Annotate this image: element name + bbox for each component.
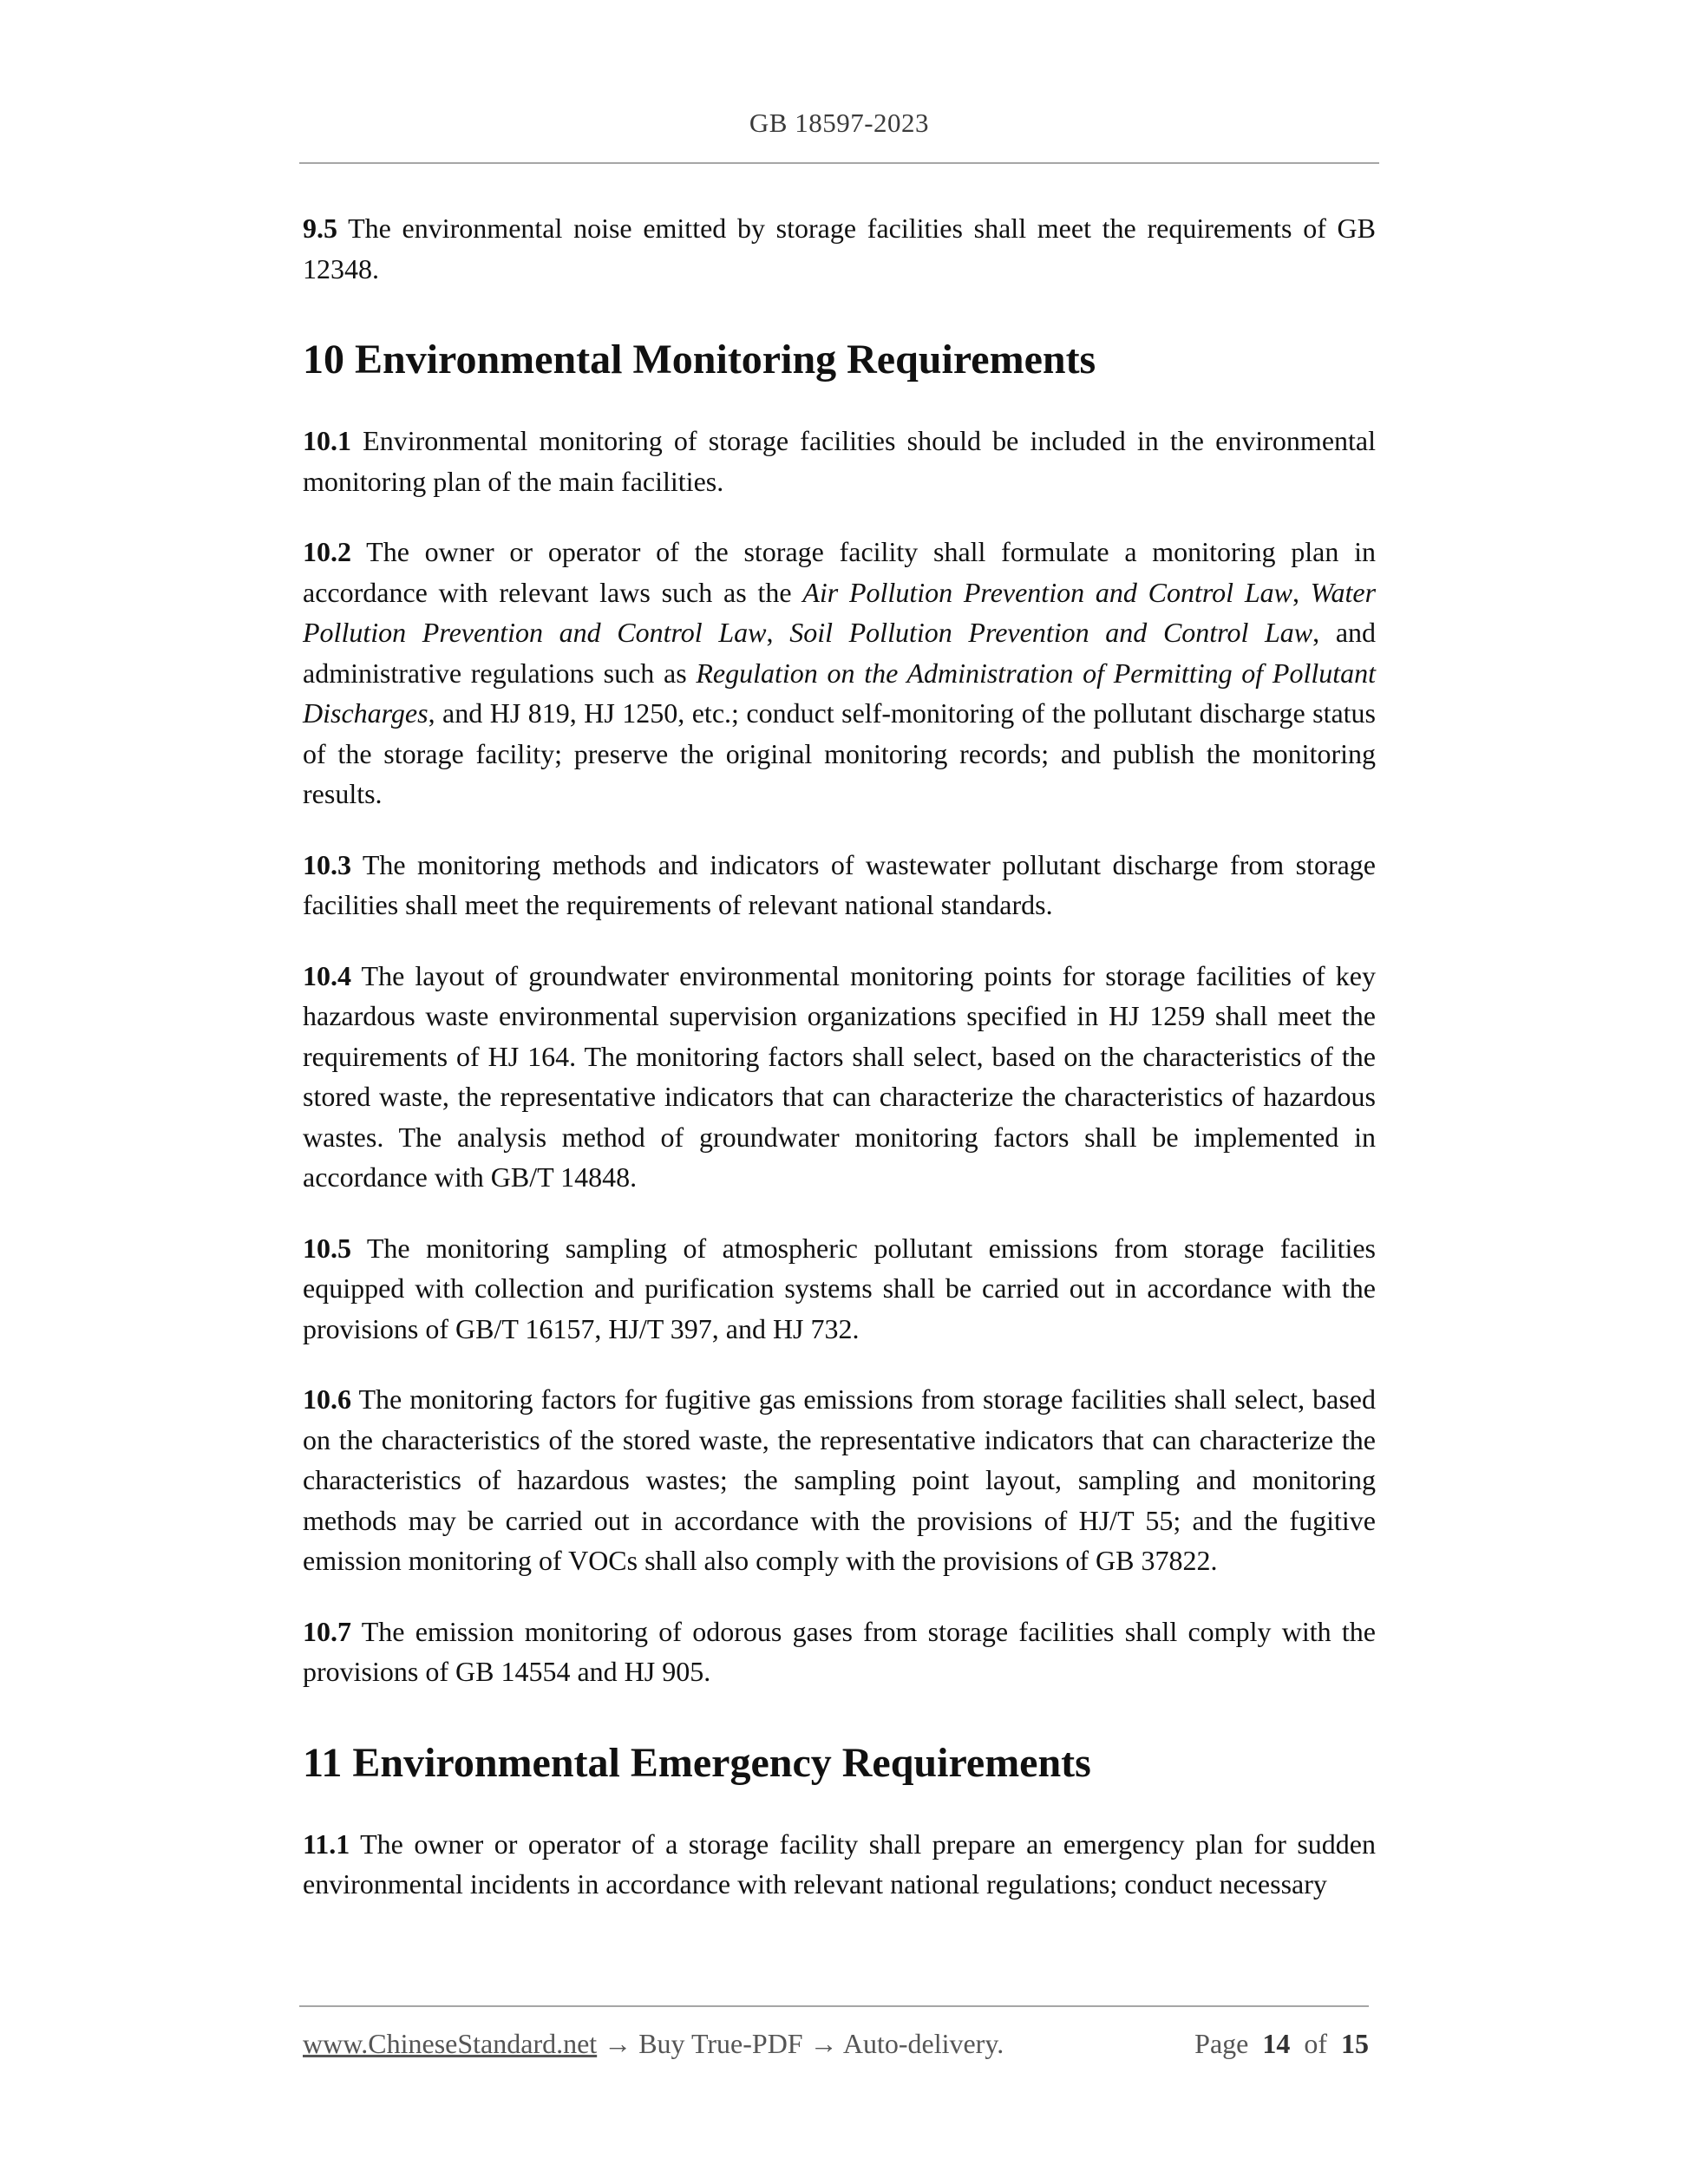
clause-text: Environmental monitoring of storage facilities should be included in the environmental monitoring plan of the main facilities. bbox=[303, 425, 1376, 497]
law-title: Water Pollution Prevention and Control Law bbox=[303, 576, 1377, 648]
clause-number: 10.7 bbox=[303, 1615, 351, 1647]
arrow-right-icon: → bbox=[809, 2028, 838, 2059]
clause-text: The monitoring factors for fugitive gas emissions from storage facilities shall select, based on the characteristics of the stored waste, the representative indicators that can characterize the characteristics of hazardous wastes; the sampling point layout, sampling and monitoring methods may be carried out in accordance with the provisions of HJ/T 55; and the fugitive emission monitoring of VOCs shall also comply with the provisions of GB 37822. bbox=[303, 1383, 1376, 1576]
clause-text: , bbox=[766, 617, 790, 648]
clause-text: The owner or operator of the storage facility shall formulate a monitoring plan in accordance with relevant laws such as the bbox=[303, 536, 1376, 608]
clause-number: 11.1 bbox=[303, 1828, 350, 1860]
clause-text: The monitoring sampling of atmospheric pollutant emissions from storage facilities equipped with collection and purification systems shall be carried out in accordance with the provisions of GB/T 16157, HJ/T 397, and HJ 732. bbox=[303, 1232, 1376, 1344]
law-title: Soil Pollution Prevention and Control Law bbox=[789, 617, 1313, 648]
clause-10-4 bbox=[303, 956, 1376, 1198]
header-divider bbox=[299, 162, 1379, 164]
clause-number: 10.2 bbox=[303, 536, 351, 567]
of-label: of bbox=[1304, 2028, 1327, 2059]
clause-number: 10.6 bbox=[303, 1383, 351, 1415]
clause-10-7 bbox=[303, 1612, 1376, 1692]
clause-text: , bbox=[1292, 576, 1311, 608]
clause-10-5 bbox=[303, 1228, 1376, 1350]
clause-number: 10.3 bbox=[303, 848, 351, 880]
arrow-right-icon: → bbox=[604, 2028, 632, 2059]
law-title: Air Pollution Prevention and Control Law bbox=[802, 576, 1292, 608]
clause-text: The layout of groundwater environmental monitoring points for storage facilities of key hazardous waste environmental supervision organizations specified in HJ 1259 shall meet the requirements of HJ 164. The monitoring factors shall select, based on the characteristics of the stored waste, the representative indicators that can characterize the characteristics of hazardous wastes. The analysis method of groundwater monitoring factors shall be implemented in accordance with GB/T 14848. bbox=[303, 959, 1376, 1193]
clause-10-2 bbox=[303, 532, 1376, 814]
clause-text: The emission monitoring of odorous gases from storage facilities shall comply with the provisions of GB 14554 and HJ 905. bbox=[303, 1615, 1376, 1687]
section-11-heading: 11 Environmental Emergency Requirements bbox=[303, 1739, 1091, 1786]
document-body bbox=[303, 208, 1376, 1905]
page-label: Page bbox=[1194, 2028, 1249, 2059]
footer-promo bbox=[303, 2028, 1004, 2060]
clause-11-1 bbox=[303, 1824, 1376, 1905]
clause-9-5 bbox=[303, 208, 1376, 289]
clause-text: , and administrative regulations such as bbox=[303, 617, 1377, 689]
website-link[interactable]: www.ChineseStandard.net bbox=[303, 2028, 598, 2059]
page-indicator bbox=[1194, 2028, 1369, 2060]
clause-number: 9.5 bbox=[303, 213, 337, 244]
clause-number: 10.4 bbox=[303, 959, 351, 991]
clause-text: The monitoring methods and indicators of wastewater pollutant discharge from storage facilities shall meet the requirements of relevant national standards. bbox=[303, 848, 1376, 920]
total-page-count: 15 bbox=[1341, 2028, 1369, 2059]
clause-text: , and HJ 819, HJ 1250, etc.; conduct self-monitoring of the pollutant discharge status of the storage facility; preserve the original monitoring records; and publish the monitoring results. bbox=[303, 697, 1376, 809]
page-footer bbox=[303, 2028, 1369, 2066]
section-10-heading: 10 Environmental Monitoring Requirements bbox=[303, 337, 1096, 383]
clause-10-6 bbox=[303, 1379, 1376, 1581]
regulation-title: Regulation on the Administration of Permitting of Pollutant Discharges bbox=[303, 657, 1377, 729]
clause-text: The environmental noise emitted by storage facilities shall meet the requirements of GB 12348. bbox=[303, 213, 1376, 284]
current-page-number: 14 bbox=[1262, 2028, 1291, 2059]
clause-number: 10.1 bbox=[303, 425, 351, 456]
footer-divider bbox=[299, 2005, 1369, 2007]
document-code-header: GB 18597-2023 bbox=[749, 108, 930, 138]
auto-delivery-text: Auto-delivery. bbox=[837, 2028, 1004, 2059]
clause-10-3 bbox=[303, 845, 1376, 925]
buy-pdf-text: Buy True-PDF bbox=[631, 2028, 810, 2059]
clause-10-1 bbox=[303, 421, 1376, 501]
clause-number: 10.5 bbox=[303, 1232, 351, 1264]
clause-text: The owner or operator of a storage facility shall prepare an emergency plan for sudden environmental incidents in accordance with relevant national regulations; conduct necessary bbox=[303, 1828, 1376, 1900]
